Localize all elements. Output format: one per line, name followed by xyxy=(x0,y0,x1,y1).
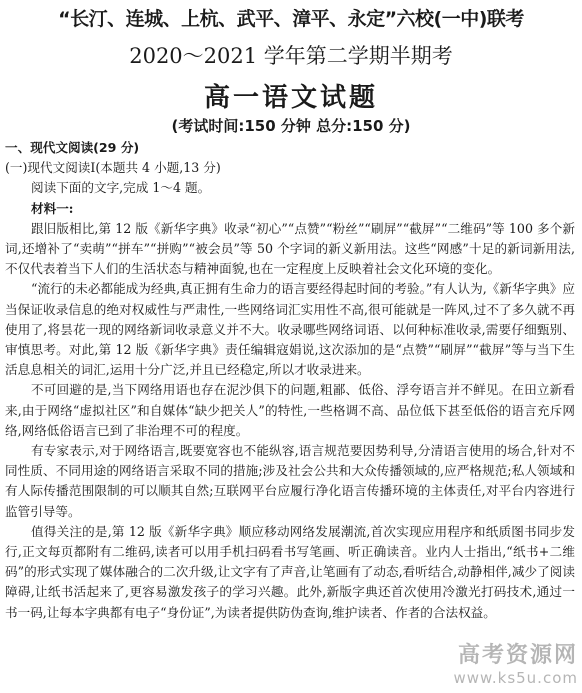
reading-instruction: 阅读下面的文字,完成 1～4 题。 xyxy=(31,180,211,196)
paragraph: 不可回避的是,当下网络用语也存在泥沙俱下的问题,粗鄙、低俗、浮夸语言并不鲜见。在田立新看来,由于网络“虚拟社区”和自媒体“缺少把关人”的特性,一些格调不高、品位低下甚至低俗的语言充斥网络,网络低俗语言已到了非治理不可的程度。 xyxy=(5,382,575,438)
paragraph: 跟旧版相比,第 12 版《新华字典》收录“初心”“点赞”“粉丝”“刷屏”“截屏”“二维码”等 100 多个新词,还增补了“卖萌”“拼车”“拼购”“被会员”等 50 个字词的新义新用法。这些“网感”十足的新词新用法,不仅代表着当下人们的生活状态与精神面貌,也在一定程度上反映着社会文化环境的变化。 xyxy=(5,220,575,277)
paragraph: “流行的未必都能成为经典,真正拥有生命力的语言要经得起时间的考验。”有人认为,《新华字典》应当保证收录信息的绝对权威性与严肃性,一些网络词汇实用性不高,很可能就是一阵风,过不了多久就不再使用了,将昙花一现的网络新词收录意义并不大。收录哪些网络词语、以何种标准收录,需要仔细甄别、审慎思考。对此,第 12 版《新华字典》责任编辑寇娟说,这次添加的是“点赞”“刷屏”“截屏”等与当下生活息息相关的词汇,运用十分广泛,并且已经稳定,所以才收录进来。 xyxy=(5,281,575,378)
watermark xyxy=(453,638,578,687)
section-heading: 一、现代文阅读(29 分) xyxy=(5,140,140,155)
subsection-heading: (一)现代文阅读Ⅰ(本题共 4 小题,13 分) xyxy=(5,160,221,176)
joint-exam-schools: “长汀、连城、上杭、武平、漳平、永定”六校(一中)联考 xyxy=(58,8,524,30)
exam-content xyxy=(5,138,575,623)
watermark-url: www.ks5u.com xyxy=(453,669,578,687)
paragraph: 值得关注的是,第 12 版《新华字典》顺应移动网络发展潮流,首次实现应用程序和纸质图书同步发行,正文每页都附有二维码,读者可以用手机扫码看书写笔画、听正确读音。业内人士指出,“纸书+二维码”的形式实现了媒体融合的二次升级,让文字有了声音,让笔画有了动态,看听结合,动静相伴,减少了阅读障碍,让纸书活起来了,更容易激发孩子的学习兴趣。此外,新版字典还首次使用冷激光打码技术,通过一书一码,让每本字典都有电子“身份证”,为读者提供防伪查询,维护读者、作者的合法权益。 xyxy=(5,523,575,620)
exam-time-info: (考试时间:150 分钟 总分:150 分) xyxy=(171,117,411,135)
exam-title: 高一语文试题 xyxy=(203,83,378,113)
paragraph: 有专家表示,对于网络语言,既要宽容也不能纵容,语言规范要因势利导,分清语言使用的场合,针对不同性质、不同用途的网络语言采取不同的措施;涉及社会公共和大众传播领域的,应严格规范;私人领域和有人际传播范围限制的可以顺其自然;互联网平台应履行净化语言传播环境的主体责任,对平台内容进行监管引导等。 xyxy=(5,443,575,519)
semester-line: 2020～2021 学年第二学期半期考 xyxy=(129,44,453,68)
watermark-text: 高考资源网 xyxy=(457,643,578,668)
material-label: 材料一: xyxy=(31,200,74,216)
